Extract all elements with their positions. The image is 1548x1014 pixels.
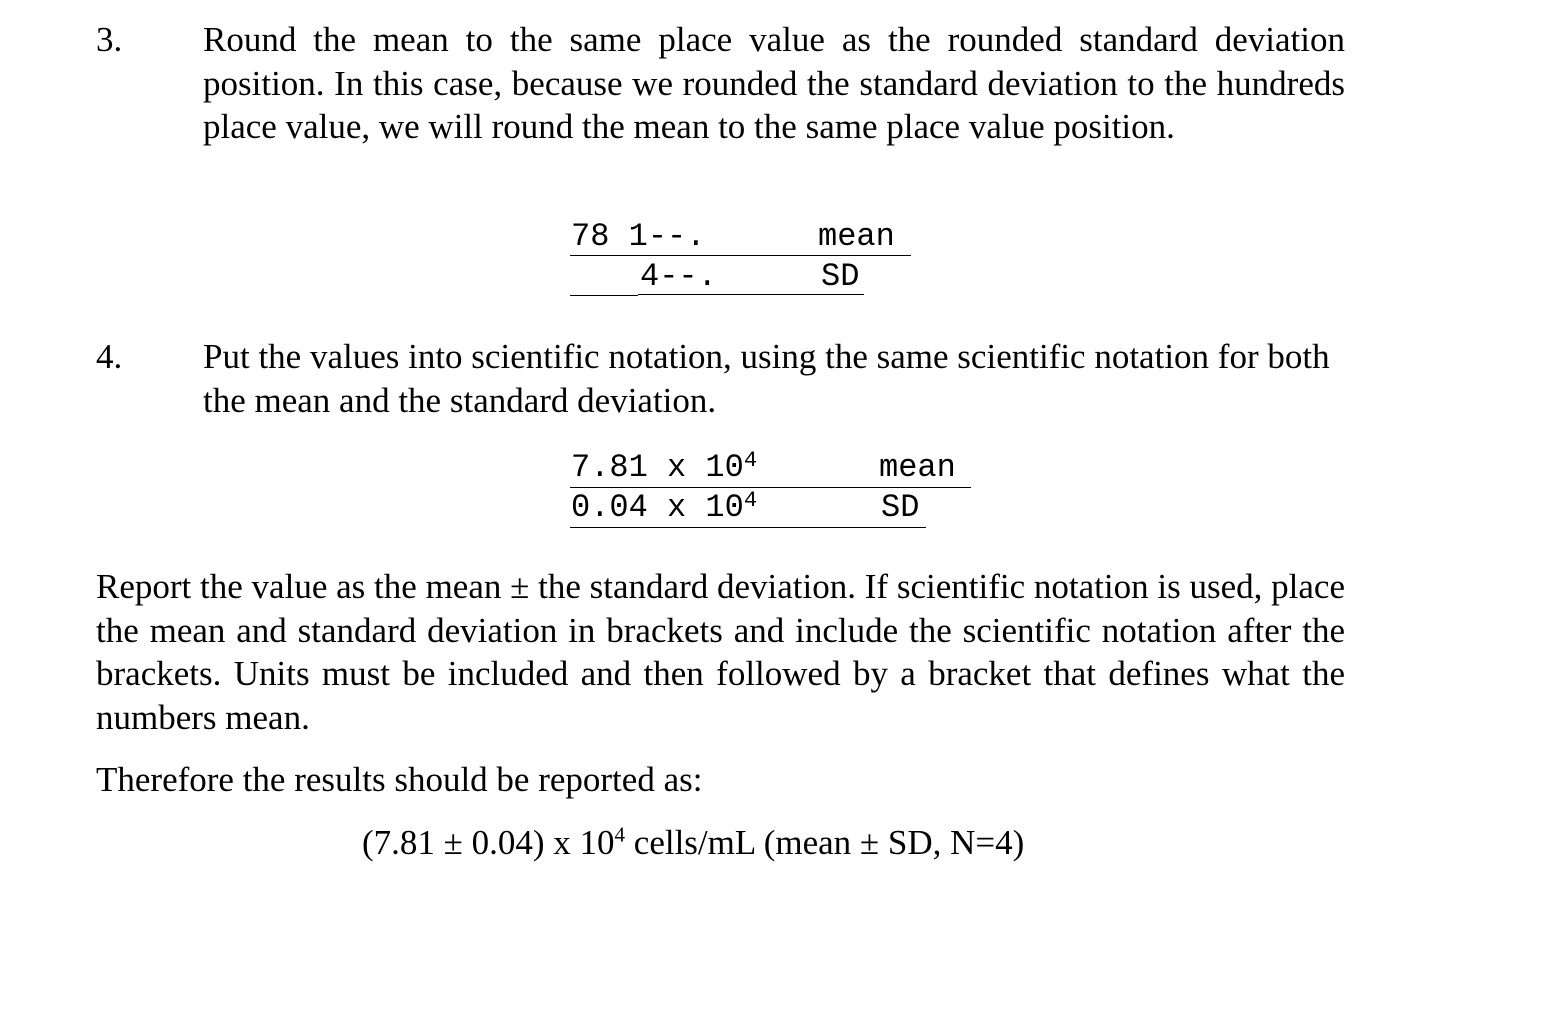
step-4-mean-value — [571, 448, 757, 488]
step-3-number: 3. — [96, 20, 123, 59]
step-3-text: Round the mean to the same place value as the rounded standard deviation position. In this case, because we rounded the standard deviation to the hundreds place value, we will round the mean to the same place value position. — [203, 20, 1345, 146]
step-3-sd-underline-left — [570, 295, 638, 296]
step-4-sd-underline — [570, 527, 926, 528]
step-4-mean-label: mean — [879, 449, 956, 486]
therefore-line: Therefore the results should be reported as: — [96, 760, 703, 799]
step-3-mean-label: mean — [818, 218, 895, 255]
final-result-suffix: cells/mL (mean ± SD, N=4) — [625, 823, 1025, 862]
step-4-mean-coefficient: 7.81 x 10 — [571, 449, 744, 486]
step-4-sd-coefficient: 0.04 x 10 — [571, 489, 744, 526]
final-result — [362, 821, 1024, 865]
final-result-exponent: 4 — [614, 822, 626, 847]
step-4-sd-value — [571, 488, 757, 528]
step-4-sd-exponent: 4 — [743, 488, 758, 513]
step-3-mean-underline — [570, 255, 911, 256]
report-paragraph: Report the value as the mean ± the standard deviation. If scientific notation is used, place the mean and standard deviation in brackets and include the scientific notation after the brackets. Units must be included and then followed by a bracket that defines what the numbers mean. — [96, 567, 1345, 737]
final-result-prefix: (7.81 ± 0.04) x 10 — [362, 823, 615, 862]
step-4-mean-exponent: 4 — [743, 448, 758, 473]
step-3-sd-label: SD — [821, 258, 860, 295]
step-4-number: 4. — [96, 337, 123, 376]
step-4-text: Put the values into scientific notation, using the same scientific notation for both the mean and the standard deviation. — [203, 337, 1330, 420]
step-3-sd-value: 4--. — [640, 258, 717, 295]
step-4-sd-label: SD — [881, 489, 920, 526]
step-3-mean-value: 78 1--. — [571, 218, 706, 255]
step-3-sd-underline-right — [638, 294, 864, 295]
